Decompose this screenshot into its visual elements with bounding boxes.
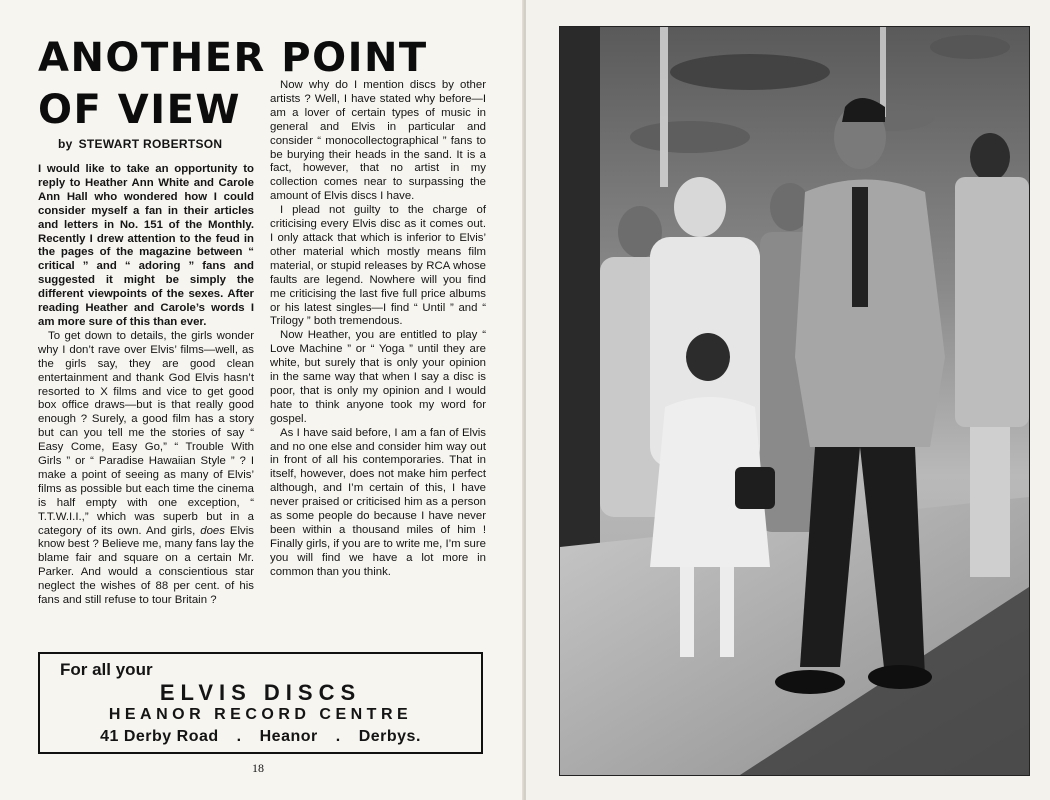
advert-address: 41 Derby Road . Heanor . Derbys. — [100, 728, 421, 745]
author-name: STEWART ROBERTSON — [78, 137, 223, 151]
article-title: ANOTHER POINT OF VIEW — [38, 35, 428, 133]
right-page — [526, 0, 1050, 800]
byline — [58, 137, 222, 151]
advert-shop-name: HEANOR RECORD CENTRE — [108, 706, 413, 723]
left-pillar — [560, 27, 600, 587]
page-number: 18 — [252, 761, 264, 775]
article-column-2 — [270, 79, 486, 580]
left-page — [0, 0, 524, 800]
article-paragraph: Now Heather, you are entitled to play “ Love Machine ” or “ Yoga ” until they are white, but surely that is only your opinion in the same way that when I say a disc is poor, that is only my opinion and I would hate to think anyone took my word for gospel. — [270, 329, 486, 425]
byline-prefix: by — [58, 137, 73, 151]
record-shop-advert — [38, 652, 483, 754]
article-paragraph: I plead not guilty to the charge of criticising every Elvis disc as it comes out. I only attack that which is inferior to Elvis’ other material which mostly means film material, or stupid releases by RCA whose faults are legend. Nowhere will you find me criticising the last five full price albums or his latest singles—I find “ Until ” and “ Trilogy ” both tremendous. — [270, 204, 486, 328]
advert-headline: ELVIS DISCS — [159, 680, 362, 705]
article-column-1 — [38, 163, 254, 608]
article-paragraph: As I have said before, I am a fan of Elvis and no one else and consider him way out in front of all his contemporaries. That in itself, however, does not make him perfect although, and I’m certain of this, I have never praised or criticised him as a person as some people do because I have never been within a thousand miles of him ! Finally girls, if you are to write me, I’m sure you will find we have a lot more in common than you think. — [270, 426, 486, 578]
street-photograph — [559, 26, 1030, 776]
article-intro: I would like to take an opportunity to reply to Heather Ann White and Carole Ann Hall who wondered how I could consider myself a fan in their articles and letters in No. 151 of the Monthly. Recently I drew attention to the feud in the pages of the magazine between “ critical ” and “ adoring ” fans and suggested it might be simply the different viewpoints of the sexes. After reading Heather and Carole’s words I am more sure of this than ever. — [38, 163, 254, 328]
article-paragraph: To get down to details, the girls wonder why I don’t rave over Elvis’ films—well, as the girls say, they are good clean entertainment and thank God Elvis hasn’t resorted to X films and vice to get good box office draws—but is that really good enough ? Surely, a good film has a story but can you tell me the stories of say “ Easy Come, Easy Go,” “ Trouble With Girls ” or “ Paradise Hawaiian Style ” ? I make a point of seeing as many of Elvis’ films as possible but each time the cinema is half empty with one exception, “ T.T.W.I.I.,” which was superb but in a category of its own. And girls, does Elvis know best ? Believe me, many fans lay the blame fair and square on a certain Mr. Parker. And would a conscientious star neglect the wishes of 88 per cent. of his fans and still refuse to tour Britain ? — [38, 329, 254, 607]
article-paragraph: Now why do I mention discs by other artists ? Well, I have stated why before—I am a lover of certain types of music in general and Elvis in particular and consider “ monocollectographical ” fans to be burying their heads in the sand. It is a fact, however, that no artist in my collection comes near to surpassing the amount of Elvis discs I have. — [270, 79, 486, 203]
advert-tagline: For all your — [60, 660, 153, 679]
